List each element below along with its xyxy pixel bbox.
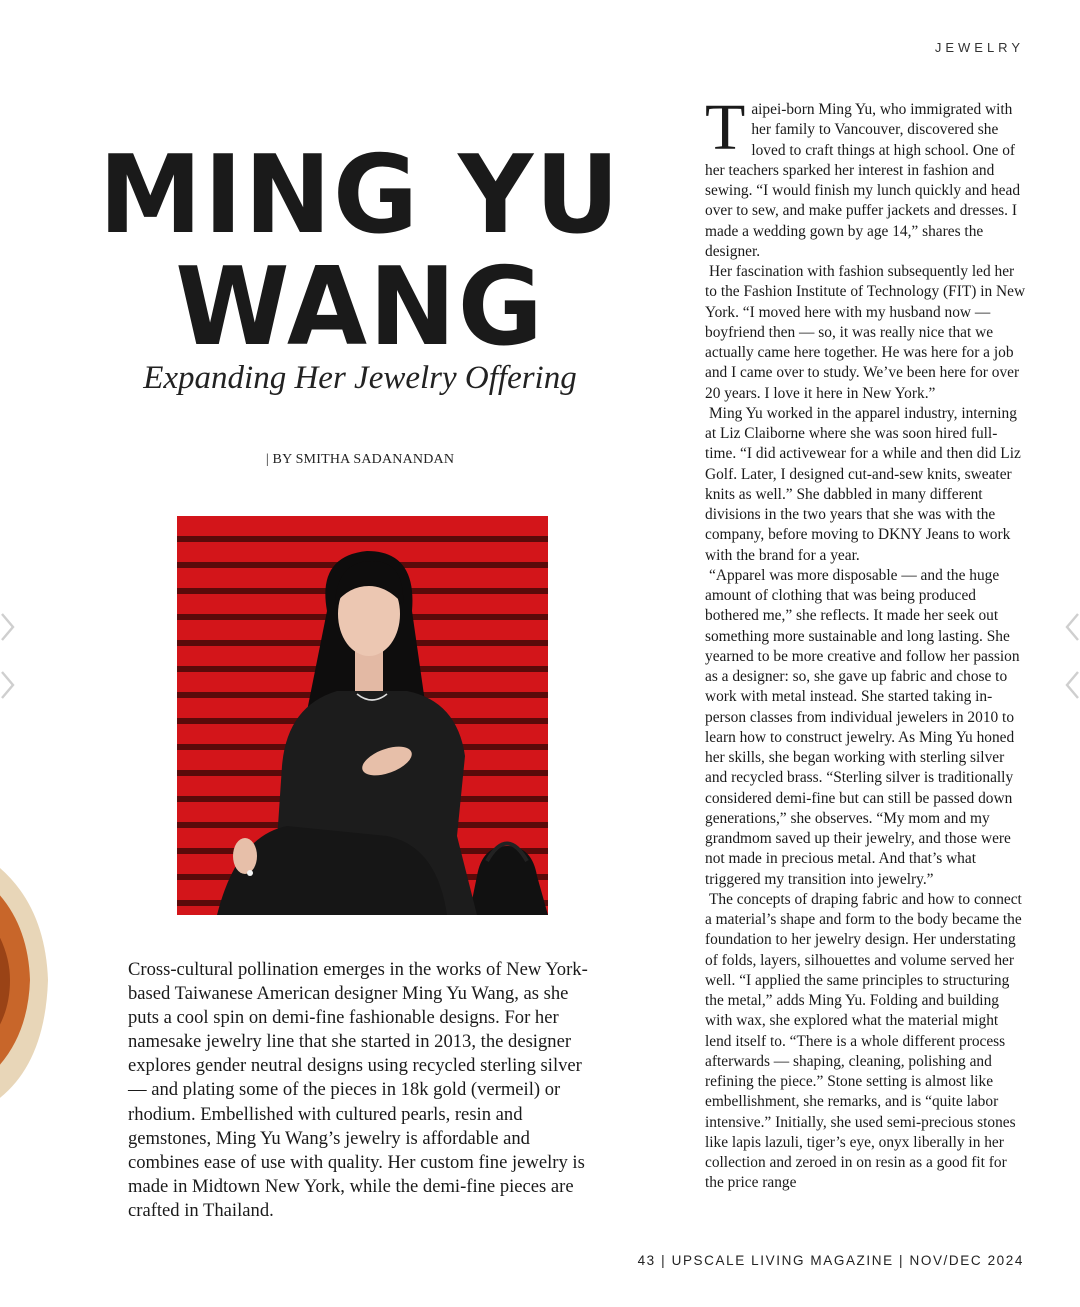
article-subtitle: Expanding Her Jewelry Offering bbox=[143, 360, 577, 396]
jewelry-fragment-decoration bbox=[0, 840, 50, 1110]
article-paragraph-3: Ming Yu worked in the apparel industry, interning at Liz Claiborne where she was soon hired full-time. “I did activewear for a while and then did Liz Golf. Later, I designed cut-and-sew knits, sweater knits as well.” She dabbled in many different divisions in the two years that she was with the company, before moving to DKNY Jeans to work with the brand for a year. bbox=[705, 404, 1021, 564]
article-paragraph-5: The concepts of draping fabric and how to connect a material’s shape and form to the body became the foundation to her jewelry design. Her understating of folds, layers, silhouettes and volume served her well. “I applied the same principles to structuring the metal,” adds Ming Yu. Folding and building with wax, she explored what the material might lend itself to. “There is a whole different process afterwards — shaping, cleaning, polishing and refining the piece.” Stone setting is almost like embellishment, she remarks, and is “quite labor intensive.” Initially, she used semi-precious stones like lapis lazuli, tiger’s eye, onyx liberally in her collection and zeroed in on resin as a good fit for the price range bbox=[705, 890, 1022, 1192]
intro-paragraph: Cross-cultural pollination emerges in the works of New York-based Taiwanese American designer Ming Yu Wang, as she puts a cool spin on demi-fine fashionable designs. For her namesake jewelry line that she started in 2013, the designer explores gender neutral designs using recycled sterling silver — and plating some of the pieces in 18k gold (vermeil) or rhodium. Embellished with cultured pearls, resin and gemstones, Ming Yu Wang’s jewelry is affordable and combines ease of use with quality. Her custom fine jewelry is made in Midtown New York, while the demi-fine pieces are crafted in Thailand. bbox=[128, 959, 588, 1221]
byline: | BY SMITHA SADANANDAN bbox=[265, 452, 455, 467]
page-footer: 43 | UPSCALE LIVING MAGAZINE | NOV/DEC 2024 bbox=[637, 1253, 1024, 1268]
article-paragraph-2: Her fascination with fashion subsequently led her to the Fashion Institute of Technology (FIT) in New York. “I moved here with my husband now — boyfriend then — so, it was really nice that we actually came here together. He was here for a job and I came over to study. We’ve been here for over 20 years. I love it here in New York.” bbox=[705, 263, 1026, 402]
title-line-1: MING YU bbox=[98, 133, 622, 258]
article-paragraph-1-text: aipei-born Ming Yu, who immigrated with her family to Vancouver, discovered she loved to craft things at high school. One of her teachers sparked her interest in fashion and sewing. “I would finish my lunch quickly and head over to sew, and make puffer jackets and dresses. I made a wedding gown by age 14,” shares the designer. bbox=[705, 101, 1021, 260]
article-title bbox=[72, 133, 648, 370]
portrait-illustration bbox=[177, 516, 548, 915]
prev-arrow-icon-2[interactable] bbox=[0, 670, 16, 700]
next-arrow-icon[interactable] bbox=[1064, 612, 1080, 642]
portrait-photo bbox=[177, 516, 548, 915]
article-paragraph-1 bbox=[705, 91, 1027, 262]
prev-arrow-icon[interactable] bbox=[0, 612, 16, 642]
drop-cap: T bbox=[705, 91, 746, 164]
title-line-2: WANG bbox=[175, 245, 545, 370]
article-paragraph-4: “Apparel was more disposable — and the huge amount of clothing that was being produced bothered me,” she reflects. It made her seek out something more sustainable and long lasting. She yearned to be more creative and follow her passion as a designer: so, she gave up fabric and chose to work with metal instead. She started taking in-person classes from individual jewelers in 2010 to learn how to construct jewelry. As Ming Yu honed her skills, she began working with sterling silver and recycled brass. “Sterling silver is traditionally considered demi-fine but can still be passed down generations,” she observes. “My mom and my grandmom saved up their jewelry, and those were not made in precious metal. And that’s what triggered my transition into jewelry.” bbox=[705, 566, 1020, 888]
article-body bbox=[705, 91, 1027, 1194]
section-label: JEWELRY bbox=[934, 40, 1024, 55]
next-arrow-icon-2[interactable] bbox=[1064, 670, 1080, 700]
